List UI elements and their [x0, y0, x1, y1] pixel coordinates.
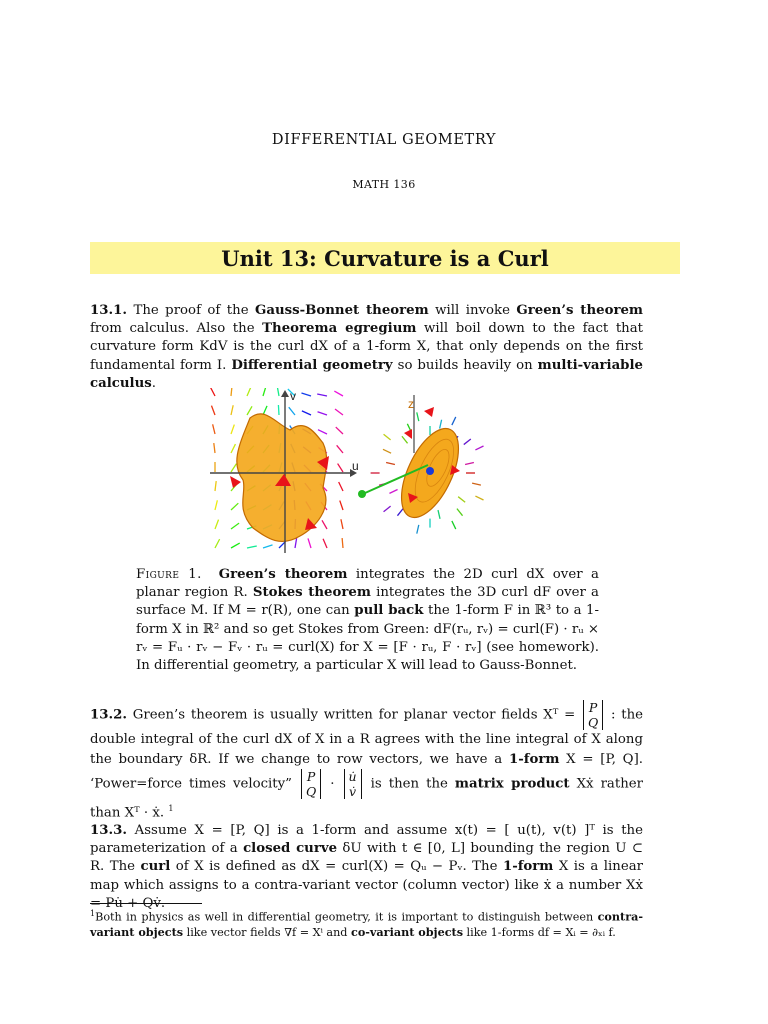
- field-arrow: [337, 445, 343, 453]
- column-vector-velocity: u̇ v̇: [344, 769, 362, 799]
- field-arrow: [464, 439, 471, 445]
- field-arrow: [402, 436, 408, 443]
- field-arrow: [475, 496, 483, 500]
- field-arrow: [247, 388, 251, 396]
- field-arrow: [417, 412, 419, 421]
- field-arrow: [289, 407, 295, 415]
- field-arrow: [231, 444, 235, 453]
- field-arrow: [386, 463, 395, 465]
- field-arrow: [317, 394, 327, 396]
- footnote-rule: [90, 903, 202, 904]
- field-arrow: [308, 538, 311, 548]
- course-number: MATH 136: [352, 178, 416, 191]
- field-arrow: [438, 510, 440, 519]
- field-arrow: [458, 497, 465, 503]
- field-arrow: [295, 538, 297, 548]
- field-arrow: [475, 446, 483, 450]
- field-arrow: [278, 405, 279, 415]
- figure-greens-stokes: [205, 388, 505, 558]
- field-arrow: [336, 427, 343, 434]
- footnote: $^1$Both in physics as well in differential geometry, it is important to distinguish between contra-variant objects like vector fields ∇f = Xⁱ and co-variant objects like 1-forms df = Xᵢ = ∂ₓᵢ f.: [90, 909, 643, 940]
- field-arrow: [277, 388, 279, 396]
- section-number: 13.3.: [90, 823, 128, 838]
- field-arrow: [384, 434, 391, 440]
- document-title: DIFFERENTIAL GEOMETRY: [271, 132, 497, 148]
- field-arrow: [334, 391, 343, 396]
- section-13-2: 13.2. Green’s theorem is usually written for planar vector fields Xᵀ = P Q : the double integral of the curl dX of X in a R agrees with the line integral of X along the boundary δR. If we change to row vectors, we have a 1-form X = [P, Q]. ‘Power=force times velocity” P Q · u̇ v̇ is then the matrix product Xẋ rather than Xᵀ · ẋ. $^1$: [90, 700, 643, 821]
- field-arrow: [338, 464, 343, 472]
- field-arrow: [215, 481, 216, 491]
- figure-caption: Figure 1. Green’s theorem integrates the 2D curl dX over a planar region R. Stokes theorem integrates the 3D curl dF over a surface M. If M = r(R), one can pull back the 1-form F in ℝ³ to a 1-form X in ℝ² and so get Stokes from Green: dF(rᵤ, rᵥ) = curl(F) · rᵤ × rᵥ = Fᵤ · rᵥ − Fᵥ · rᵤ = curl(X) for X = [F · rᵤ, F · rᵥ] (see homework). In differential geometry, a particular X will lead to Gauss-Bonnet.: [136, 567, 600, 674]
- field-arrow: [247, 546, 257, 548]
- field-arrow: [341, 519, 343, 529]
- footnote-ref: 1: [168, 804, 174, 813]
- field-arrow: [389, 489, 397, 493]
- field-arrow: [213, 424, 215, 434]
- field-arrow: [231, 523, 239, 529]
- field-arrow: [263, 545, 273, 548]
- field-arrow: [211, 406, 215, 415]
- field-arrow: [384, 506, 391, 512]
- field-arrow: [247, 406, 252, 415]
- field-arrow: [231, 543, 240, 548]
- field-arrow: [335, 409, 343, 415]
- field-arrow: [231, 425, 234, 434]
- field-arrow: [214, 443, 215, 453]
- field-arrow: [215, 520, 219, 529]
- section-13-3: 13.3. Assume X = [P, Q] is a 1-form and assume x(t) = [ u(t), v(t) ]ᵀ is the parameterization of a closed curve δU with t ∈ [0, L] bounding the region U ⊂ R. The curl of X is defined as dX = curl(X) = Qᵤ − Pᵥ. The 1-form X is a linear map which assigns to a contra-variant vector (column vector) like ẋ a number Xẋ = Pu̇ + Qv̇.: [90, 823, 643, 911]
- field-arrow: [323, 539, 327, 548]
- field-arrow: [452, 417, 456, 425]
- field-arrow: [215, 500, 217, 510]
- unit-title-banner: Unit 13: Curvature is a Curl: [90, 242, 680, 274]
- field-arrow: [417, 525, 419, 534]
- field-arrow: [339, 482, 343, 491]
- field-arrow: [210, 388, 215, 396]
- field-arrow: [231, 503, 238, 510]
- field-arrow: [318, 412, 327, 415]
- field-arrow: [383, 449, 391, 453]
- field-arrow: [322, 520, 327, 529]
- field-arrow: [318, 430, 327, 434]
- field-arrow: [457, 509, 463, 516]
- field-arrow: [440, 420, 442, 429]
- field-arrow: [231, 405, 233, 415]
- figure-label: Figure 1.: [136, 567, 202, 582]
- column-vector-force: P Q: [301, 769, 321, 799]
- field-arrow: [231, 388, 232, 396]
- field-arrow: [301, 393, 311, 396]
- section-number: 13.2.: [90, 707, 128, 723]
- axis-label-z: z: [408, 397, 414, 411]
- field-arrow: [231, 464, 236, 472]
- field-arrow: [263, 388, 266, 396]
- section-number: 13.1.: [90, 303, 128, 318]
- field-arrow: [340, 501, 343, 510]
- field-arrow: [465, 463, 474, 465]
- stokes-surface: [358, 395, 484, 534]
- section-13-1: 13.1. The proof of the Gauss-Bonnet theorem will invoke Green’s theorem from calculus. Also the Theorema egregium will boil down to the fact that curvature form KdV is the curl dX of a 1-form X, that only depends on the first fundamental form I. Differential geometry so builds heavily on multi-variable calculus.: [90, 303, 644, 391]
- field-arrow: [452, 521, 456, 529]
- field-arrow: [472, 483, 481, 485]
- column-vector-PQ: P Q: [583, 700, 603, 730]
- field-arrow: [215, 539, 220, 548]
- field-arrow: [342, 538, 343, 548]
- field-arrow: [302, 411, 311, 415]
- axis-label-v: v: [290, 389, 296, 403]
- axis-label-u: u: [352, 459, 359, 473]
- field-arrow: [397, 509, 403, 516]
